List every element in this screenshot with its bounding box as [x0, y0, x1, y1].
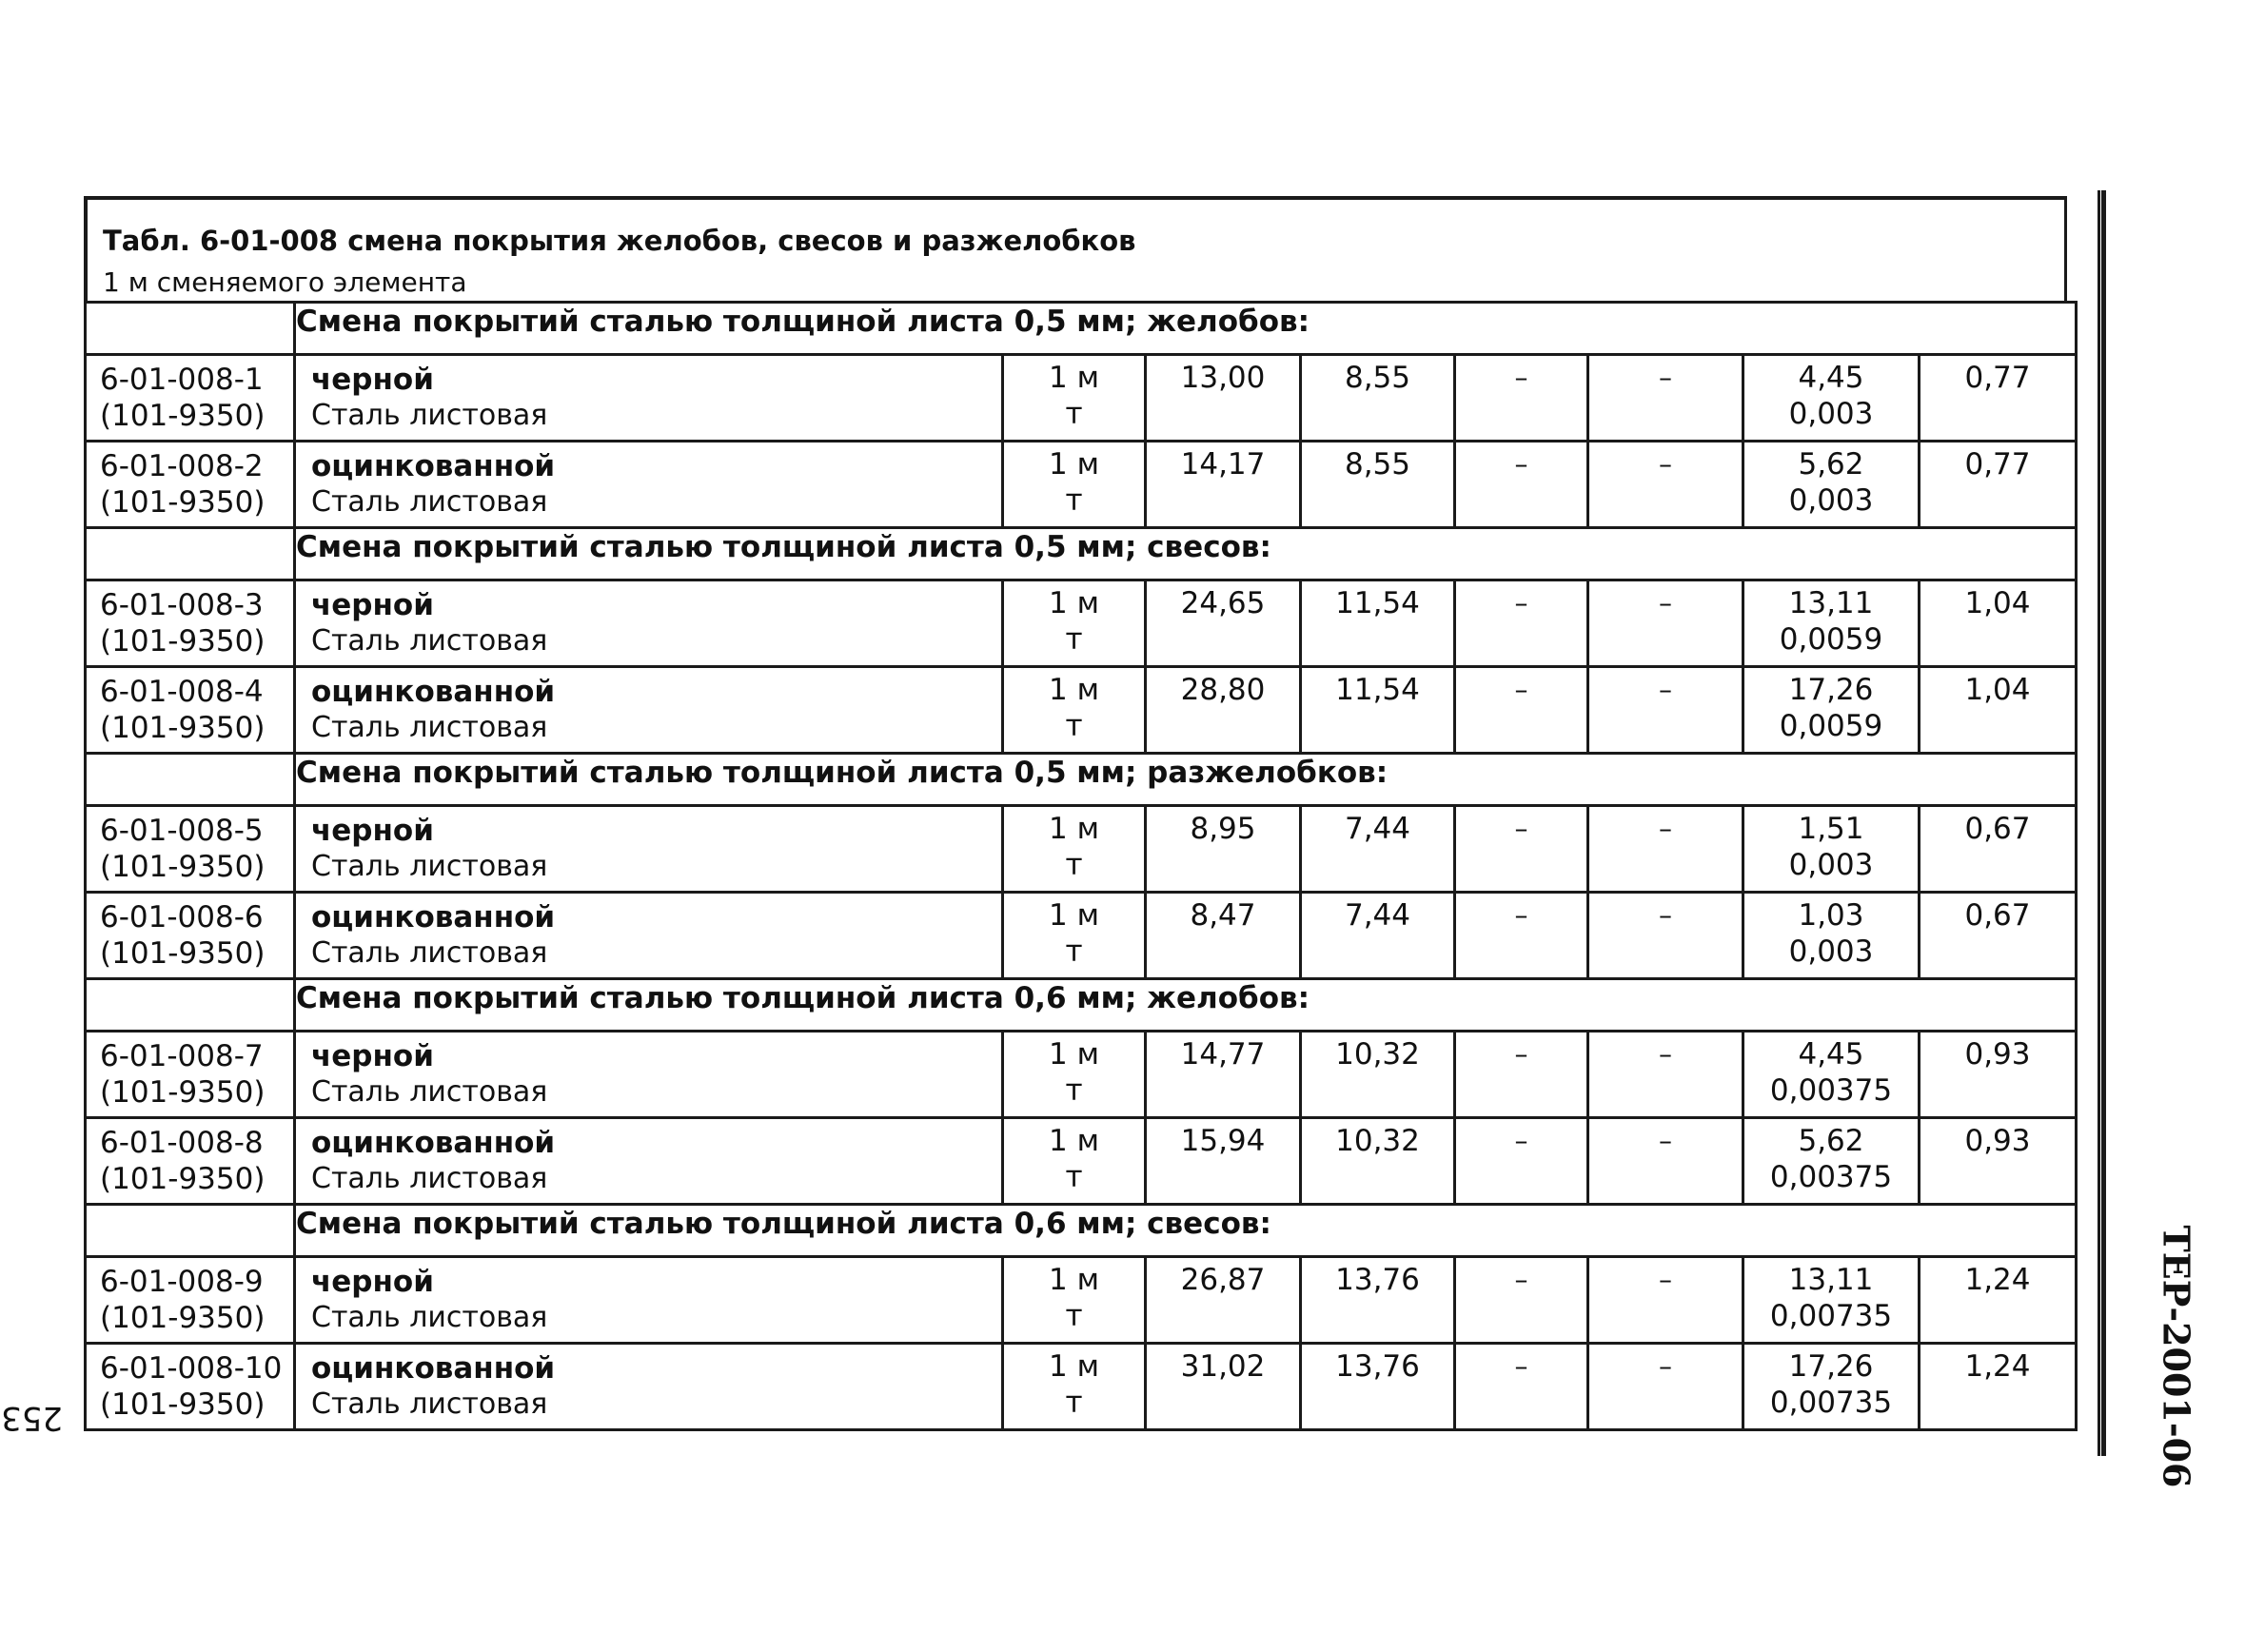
material-unit: т — [1065, 1299, 1083, 1333]
work-name: оцинкованной — [311, 675, 556, 709]
material-unit: т — [1065, 848, 1083, 882]
table-row — [86, 442, 2077, 528]
name-cell — [295, 442, 1003, 528]
machine-wages-cost: – — [1659, 448, 1672, 480]
materials-cell — [1743, 1118, 1920, 1205]
labor-cell — [1920, 667, 2077, 754]
materials-cell — [1743, 667, 1920, 754]
resource-code: (101-9350) — [100, 485, 266, 520]
table-row — [86, 1344, 2077, 1430]
rate-code: 6-01-008-5 — [100, 814, 264, 848]
wages-cell — [1301, 1257, 1455, 1344]
labor-cost: 1,04 — [1964, 673, 2031, 707]
materials-cost: 13,11 — [1788, 586, 1874, 620]
machine-wages-cost: – — [1659, 1264, 1672, 1295]
code-cell — [86, 806, 295, 893]
rates-table-body — [86, 303, 2077, 1430]
wages-cost: 11,54 — [1335, 586, 1420, 620]
wages-cost: 8,55 — [1344, 361, 1411, 395]
total-cost: 14,17 — [1180, 447, 1266, 482]
resource-code: (101-9350) — [100, 1162, 266, 1196]
side-rule-thick-line — [2101, 190, 2106, 1456]
section-heading-row — [86, 754, 2077, 806]
materials-cost: 13,11 — [1788, 1263, 1874, 1297]
material-name: Сталь листовая — [311, 624, 548, 658]
wages-cost: 10,32 — [1335, 1037, 1420, 1072]
name-cell — [295, 580, 1003, 667]
section-heading-row — [86, 528, 2077, 580]
machines-cost: – — [1514, 587, 1528, 619]
total-cost: 13,00 — [1180, 361, 1266, 395]
machines-cell — [1455, 667, 1588, 754]
machine-wages-cell — [1588, 1344, 1743, 1430]
side-label: ТЕР-2001-06 — [2155, 1225, 2198, 1488]
code-cell — [86, 442, 295, 528]
labor-cost: 0,67 — [1964, 898, 2031, 933]
materials-cell — [1743, 806, 1920, 893]
machine-wages-cost: – — [1659, 587, 1672, 619]
measure-unit: 1 м — [1049, 812, 1099, 846]
labor-cell — [1920, 893, 2077, 979]
work-name: черной — [311, 1265, 434, 1299]
material-name: Сталь листовая — [311, 1387, 548, 1421]
total-cost: 14,77 — [1180, 1037, 1266, 1072]
name-cell — [295, 1257, 1003, 1344]
material-quantity: 0,0059 — [1779, 622, 1883, 657]
total-cost: 26,87 — [1180, 1263, 1266, 1297]
table-unit-note: 1 м сменяемого элемента — [103, 266, 467, 298]
material-quantity: 0,003 — [1788, 934, 1874, 969]
table-title: Табл. 6-01-008 смена покрытия желобов, свесов и разжелобков — [103, 225, 1136, 257]
machines-cell — [1455, 806, 1588, 893]
wages-cell — [1301, 1118, 1455, 1205]
work-name: оцинкованной — [311, 1126, 556, 1160]
unit-cell — [1003, 1257, 1146, 1344]
machines-cell — [1455, 893, 1588, 979]
labor-cost: 0,77 — [1964, 361, 2031, 395]
unit-cell — [1003, 806, 1146, 893]
materials-cell — [1743, 893, 1920, 979]
machine-wages-cell — [1588, 355, 1743, 442]
material-quantity: 0,003 — [1788, 397, 1874, 431]
labor-cost: 0,93 — [1964, 1037, 2031, 1072]
labor-cost: 1,24 — [1964, 1263, 2031, 1297]
work-name: оцинкованной — [311, 900, 556, 934]
material-name: Сталь листовая — [311, 399, 548, 432]
machines-cost: – — [1514, 1038, 1528, 1070]
labor-cell — [1920, 1344, 2077, 1430]
machine-wages-cost: – — [1659, 813, 1672, 844]
machine-wages-cell — [1588, 1257, 1743, 1344]
name-cell — [295, 1118, 1003, 1205]
unit-cell — [1003, 1344, 1146, 1430]
code-cell — [86, 1032, 295, 1118]
rate-code: 6-01-008-3 — [100, 588, 264, 622]
measure-unit: 1 м — [1049, 1124, 1099, 1158]
rates-table — [84, 301, 2078, 1431]
machines-cell — [1455, 1257, 1588, 1344]
total-cost-cell — [1146, 1032, 1301, 1118]
wages-cost: 8,55 — [1344, 447, 1411, 482]
work-name: черной — [311, 588, 434, 622]
labor-cell — [1920, 355, 2077, 442]
materials-cost: 1,51 — [1798, 812, 1864, 846]
machine-wages-cost: – — [1659, 1350, 1672, 1382]
material-unit: т — [1065, 1160, 1083, 1194]
material-quantity: 0,00735 — [1769, 1386, 1893, 1420]
wages-cell — [1301, 806, 1455, 893]
machine-wages-cost: – — [1659, 899, 1672, 931]
labor-cost: 1,24 — [1964, 1349, 2031, 1384]
work-name: черной — [311, 363, 434, 397]
rate-code: 6-01-008-6 — [100, 900, 264, 934]
total-cost-cell — [1146, 442, 1301, 528]
material-quantity: 0,00735 — [1769, 1299, 1893, 1333]
machines-cost: – — [1514, 1125, 1528, 1156]
machine-wages-cell — [1588, 893, 1743, 979]
machines-cell — [1455, 1344, 1588, 1430]
work-name: черной — [311, 1039, 434, 1073]
wages-cell — [1301, 893, 1455, 979]
code-cell — [86, 580, 295, 667]
materials-cost: 5,62 — [1798, 447, 1864, 482]
code-cell — [86, 355, 295, 442]
unit-cell — [1003, 1118, 1146, 1205]
material-name: Сталь листовая — [311, 936, 548, 970]
measure-unit: 1 м — [1049, 1263, 1099, 1297]
total-cost: 8,47 — [1190, 898, 1256, 933]
machine-wages-cost: – — [1659, 1038, 1672, 1070]
unit-cell — [1003, 442, 1146, 528]
materials-cost: 1,03 — [1798, 898, 1864, 933]
machines-cost: – — [1514, 1264, 1528, 1295]
machine-wages-cell — [1588, 1118, 1743, 1205]
rate-code: 6-01-008-2 — [100, 449, 264, 483]
labor-cell — [1920, 580, 2077, 667]
resource-code: (101-9350) — [100, 1301, 266, 1335]
materials-cell — [1743, 1344, 1920, 1430]
labor-cell — [1920, 1032, 2077, 1118]
materials-cell — [1743, 1257, 1920, 1344]
labor-cost: 0,67 — [1964, 812, 2031, 846]
total-cost: 15,94 — [1180, 1124, 1266, 1158]
code-cell — [86, 893, 295, 979]
table-row — [86, 1118, 2077, 1205]
total-cost: 28,80 — [1180, 673, 1266, 707]
machines-cost: – — [1514, 362, 1528, 393]
materials-cost: 17,26 — [1788, 673, 1874, 707]
rate-code: 6-01-008-8 — [100, 1126, 264, 1160]
material-unit: т — [1065, 934, 1083, 969]
materials-cell — [1743, 442, 1920, 528]
material-quantity: 0,003 — [1788, 483, 1874, 518]
machine-wages-cost: – — [1659, 674, 1672, 705]
wages-cost: 10,32 — [1335, 1124, 1420, 1158]
labor-cell — [1920, 806, 2077, 893]
section-empty-cell — [86, 979, 295, 1032]
name-cell — [295, 806, 1003, 893]
table-row — [86, 667, 2077, 754]
wages-cell — [1301, 580, 1455, 667]
section-heading-row — [86, 979, 2077, 1032]
rate-code: 6-01-008-4 — [100, 675, 264, 709]
material-unit: т — [1065, 483, 1083, 518]
measure-unit: 1 м — [1049, 1037, 1099, 1072]
labor-cell — [1920, 442, 2077, 528]
resource-code: (101-9350) — [100, 850, 266, 884]
section-heading: Смена покрытий сталью толщиной листа 0,5 мм; разжелобков: — [295, 754, 2077, 806]
unit-cell — [1003, 1032, 1146, 1118]
total-cost-cell — [1146, 893, 1301, 979]
rate-code: 6-01-008-10 — [100, 1351, 283, 1386]
material-unit: т — [1065, 1073, 1083, 1108]
total-cost: 8,95 — [1190, 812, 1256, 846]
total-cost-cell — [1146, 1118, 1301, 1205]
material-unit: т — [1065, 1386, 1083, 1420]
code-cell — [86, 1257, 295, 1344]
rate-code: 6-01-008-9 — [100, 1265, 264, 1299]
name-cell — [295, 1032, 1003, 1118]
measure-unit: 1 м — [1049, 447, 1099, 482]
machines-cell — [1455, 580, 1588, 667]
machines-cell — [1455, 1032, 1588, 1118]
section-heading-row — [86, 1205, 2077, 1257]
machines-cost: – — [1514, 899, 1528, 931]
table-row — [86, 893, 2077, 979]
material-name: Сталь листовая — [311, 850, 548, 883]
work-name: оцинкованной — [311, 1351, 556, 1386]
machines-cost: – — [1514, 674, 1528, 705]
machines-cell — [1455, 355, 1588, 442]
name-cell — [295, 355, 1003, 442]
measure-unit: 1 м — [1049, 673, 1099, 707]
labor-cell — [1920, 1257, 2077, 1344]
code-cell — [86, 667, 295, 754]
material-name: Сталь листовая — [311, 485, 548, 519]
labor-cost: 0,77 — [1964, 447, 2031, 482]
section-empty-cell — [86, 1205, 295, 1257]
document-page — [84, 196, 2075, 1443]
table-row — [86, 1032, 2077, 1118]
side-rule-thin-line — [2098, 190, 2100, 1456]
name-cell — [295, 667, 1003, 754]
section-heading: Смена покрытий сталью толщиной листа 0,6 мм; свесов: — [295, 1205, 2077, 1257]
total-cost-cell — [1146, 355, 1301, 442]
wages-cell — [1301, 442, 1455, 528]
rate-code: 6-01-008-7 — [100, 1039, 264, 1073]
material-unit: т — [1065, 397, 1083, 431]
section-heading: Смена покрытий сталью толщиной листа 0,6 мм; желобов: — [295, 979, 2077, 1032]
wages-cost: 7,44 — [1344, 812, 1411, 846]
material-name: Сталь листовая — [311, 1301, 548, 1334]
table-row — [86, 580, 2077, 667]
unit-cell — [1003, 355, 1146, 442]
resource-code: (101-9350) — [100, 936, 266, 971]
measure-unit: 1 м — [1049, 586, 1099, 620]
wages-cell — [1301, 1344, 1455, 1430]
unit-cell — [1003, 667, 1146, 754]
total-cost-cell — [1146, 667, 1301, 754]
name-cell — [295, 893, 1003, 979]
section-empty-cell — [86, 754, 295, 806]
table-row — [86, 1257, 2077, 1344]
machine-wages-cell — [1588, 442, 1743, 528]
material-quantity: 0,00375 — [1769, 1073, 1893, 1108]
rate-code: 6-01-008-1 — [100, 363, 264, 397]
section-heading: Смена покрытий сталью толщиной листа 0,5 мм; желобов: — [295, 303, 2077, 355]
unit-cell — [1003, 580, 1146, 667]
machines-cell — [1455, 1118, 1588, 1205]
table-row — [86, 806, 2077, 893]
unit-cell — [1003, 893, 1146, 979]
measure-unit: 1 м — [1049, 1349, 1099, 1384]
name-cell — [295, 1344, 1003, 1430]
section-heading-row — [86, 303, 2077, 355]
materials-cell — [1743, 355, 1920, 442]
machine-wages-cell — [1588, 580, 1743, 667]
machines-cost: – — [1514, 813, 1528, 844]
total-cost-cell — [1146, 1344, 1301, 1430]
resource-code: (101-9350) — [100, 624, 266, 659]
measure-unit: 1 м — [1049, 898, 1099, 933]
resource-code: (101-9350) — [100, 711, 266, 745]
section-empty-cell — [86, 303, 295, 355]
materials-cost: 4,45 — [1798, 361, 1864, 395]
material-name: Сталь листовая — [311, 1075, 548, 1109]
machine-wages-cell — [1588, 1032, 1743, 1118]
material-quantity: 0,00375 — [1769, 1160, 1893, 1194]
wages-cell — [1301, 1032, 1455, 1118]
page-number: 253 — [1, 1399, 63, 1437]
resource-code: (101-9350) — [100, 1387, 266, 1422]
total-cost-cell — [1146, 806, 1301, 893]
wages-cost: 13,76 — [1335, 1349, 1420, 1384]
wages-cost: 7,44 — [1344, 898, 1411, 933]
machines-cost: – — [1514, 448, 1528, 480]
section-heading: Смена покрытий сталью толщиной листа 0,5 мм; свесов: — [295, 528, 2077, 580]
machine-wages-cost: – — [1659, 362, 1672, 393]
material-unit: т — [1065, 709, 1083, 743]
work-name: черной — [311, 814, 434, 848]
materials-cell — [1743, 1032, 1920, 1118]
labor-cost: 0,93 — [1964, 1124, 2031, 1158]
table-row — [86, 355, 2077, 442]
machines-cost: – — [1514, 1350, 1528, 1382]
wages-cost: 13,76 — [1335, 1263, 1420, 1297]
wages-cell — [1301, 667, 1455, 754]
total-cost-cell — [1146, 580, 1301, 667]
section-empty-cell — [86, 528, 295, 580]
wages-cost: 11,54 — [1335, 673, 1420, 707]
materials-cost: 17,26 — [1788, 1349, 1874, 1384]
material-name: Сталь листовая — [311, 1162, 548, 1195]
measure-unit: 1 м — [1049, 361, 1099, 395]
labor-cost: 1,04 — [1964, 586, 2031, 620]
machine-wages-cell — [1588, 806, 1743, 893]
side-rule — [2098, 190, 2107, 1456]
total-cost: 24,65 — [1180, 586, 1266, 620]
material-quantity: 0,003 — [1788, 848, 1874, 882]
labor-cell — [1920, 1118, 2077, 1205]
materials-cell — [1743, 580, 1920, 667]
resource-code: (101-9350) — [100, 399, 266, 433]
resource-code: (101-9350) — [100, 1075, 266, 1110]
materials-cost: 5,62 — [1798, 1124, 1864, 1158]
total-cost-cell — [1146, 1257, 1301, 1344]
work-name: оцинкованной — [311, 449, 556, 483]
wages-cell — [1301, 355, 1455, 442]
table-caption — [84, 196, 2067, 301]
material-name: Сталь листовая — [311, 711, 548, 744]
machine-wages-cell — [1588, 667, 1743, 754]
materials-cost: 4,45 — [1798, 1037, 1864, 1072]
machine-wages-cost: – — [1659, 1125, 1672, 1156]
material-unit: т — [1065, 622, 1083, 657]
material-quantity: 0,0059 — [1779, 709, 1883, 743]
code-cell — [86, 1344, 295, 1430]
total-cost: 31,02 — [1180, 1349, 1266, 1384]
machines-cell — [1455, 442, 1588, 528]
code-cell — [86, 1118, 295, 1205]
